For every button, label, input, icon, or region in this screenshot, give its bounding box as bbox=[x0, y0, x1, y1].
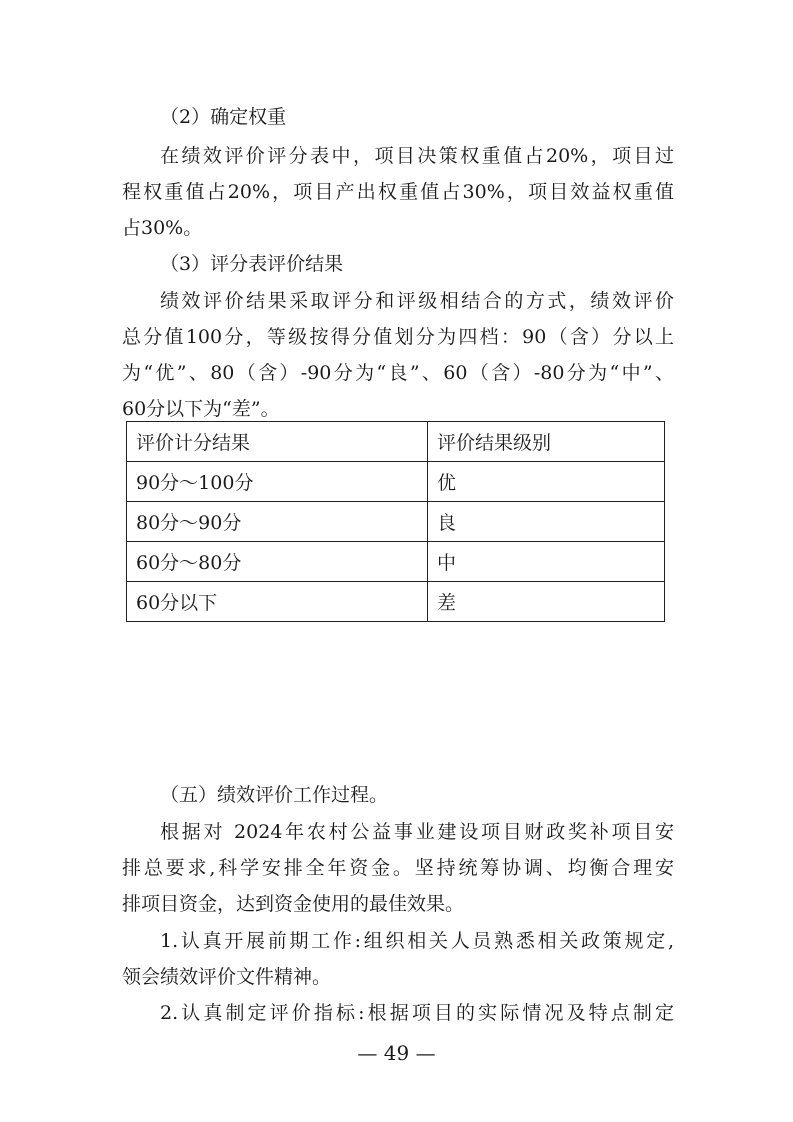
table-cell: 良 bbox=[428, 502, 665, 542]
table-cell: 差 bbox=[428, 582, 665, 622]
list-item-line: 2.认真制定评价指标:根据项目的实际情况及特点制定 bbox=[160, 1002, 674, 1024]
paragraph-line: 排项目资金，达到资金使用的最佳效果。 bbox=[122, 893, 465, 915]
table-cell: 60分以下 bbox=[127, 582, 428, 622]
list-item-line: 1.认真开展前期工作:组织相关人员熟悉相关政策规定, bbox=[160, 930, 674, 952]
paragraph-line: 绩效评价结果采取评分和评级相结合的方式，绩效评价 bbox=[160, 290, 674, 312]
table-cell: 优 bbox=[428, 462, 665, 502]
list-item-line: 领会绩效评价文件精神。 bbox=[122, 966, 332, 988]
table-header-cell: 评价计分结果 bbox=[127, 422, 428, 462]
table-row bbox=[127, 502, 665, 542]
table-row bbox=[127, 462, 665, 502]
paragraph-line: 占30%。 bbox=[122, 217, 203, 239]
page-number: — 49 — bbox=[357, 1041, 436, 1065]
table-header-row bbox=[127, 422, 665, 462]
table-row bbox=[127, 542, 665, 582]
table-cell: 60分～80分 bbox=[127, 542, 428, 582]
paragraph-line: 总分值100分，等级按得分值划分为四档：90（含）分以上 bbox=[122, 326, 674, 348]
grade-table bbox=[126, 421, 665, 622]
section-weight-heading: （2）确定权重 bbox=[160, 106, 287, 128]
paragraph-line: 根据对 2024年农村公益事业建设项目财政奖补项目安 bbox=[160, 821, 674, 843]
section-process-heading: （五）绩效评价工作过程。 bbox=[160, 784, 389, 806]
section-result-heading: （3）评分表评价结果 bbox=[160, 253, 344, 275]
table-cell: 90分～100分 bbox=[127, 462, 428, 502]
table-header-cell: 评价结果级别 bbox=[428, 422, 665, 462]
table-cell: 中 bbox=[428, 542, 665, 582]
table-row bbox=[127, 582, 665, 622]
paragraph-line: 为“优”、80（含）-90分为“良”、60（含）-80分为“中”、 bbox=[122, 362, 674, 384]
paragraph-line: 排总要求,科学安排全年资金。坚持统筹协调、均衡合理安 bbox=[122, 857, 674, 879]
paragraph-line: 在绩效评价评分表中，项目决策权重值占20%，项目过 bbox=[160, 145, 674, 167]
paragraph-line: 程权重值占20%，项目产出权重值占30%，项目效益权重值 bbox=[122, 181, 674, 203]
table-cell: 80分～90分 bbox=[127, 502, 428, 542]
paragraph-line: 60分以下为“差”。 bbox=[122, 398, 280, 420]
